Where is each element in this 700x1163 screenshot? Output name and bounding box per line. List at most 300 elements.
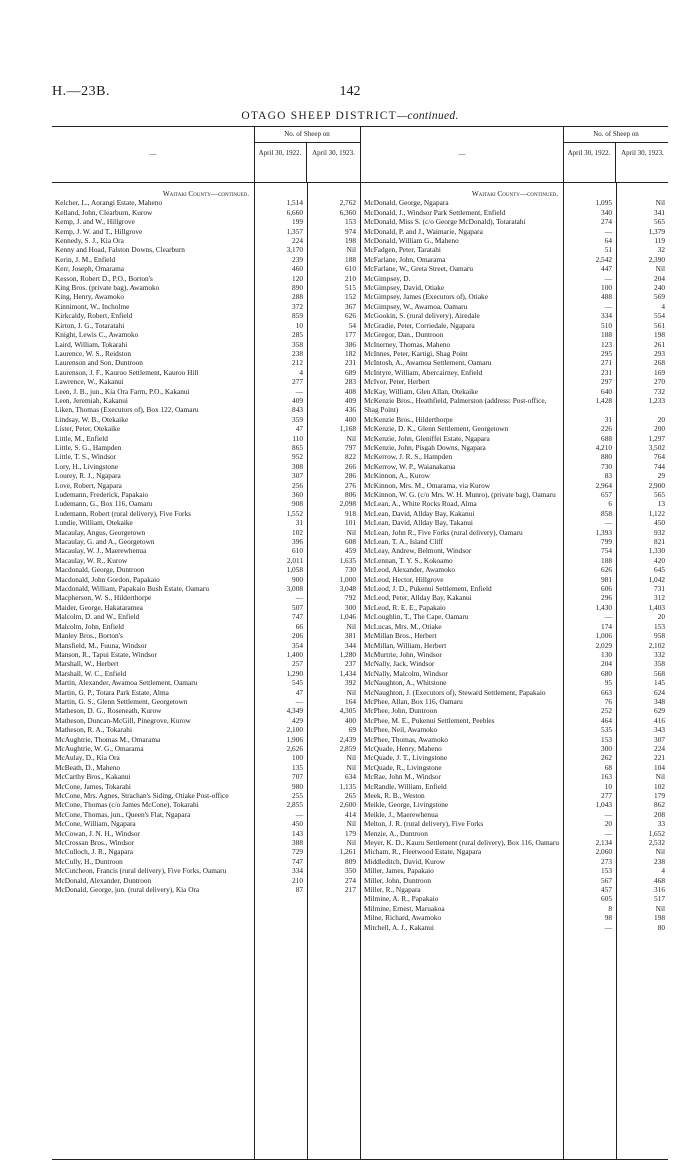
- owner-name: McLeay, Andrew, Belmont, Windsor: [364, 546, 472, 556]
- owner-name: McAulay, D., Kia Ora: [55, 753, 120, 763]
- sheep-1922: 1,906: [286, 734, 303, 744]
- sheep-1922: 1,552: [286, 508, 303, 518]
- sheep-1923: 179: [345, 828, 356, 838]
- owner-name: McPhee, Neil, Awamoko: [364, 725, 438, 735]
- table-row: [52, 424, 360, 433]
- sheep-1922: —: [604, 828, 612, 838]
- table-row: [361, 744, 668, 753]
- sheep-1923: 730: [345, 565, 356, 575]
- owner-name: McKerrow, W. P., Waianakarua: [364, 461, 456, 471]
- owner-name: McKinnon, W. G. (c/o Mrs. W. H. Munro), (private bag), Oamaru: [364, 490, 556, 499]
- owner-name: Liken, Thomas (Executors of), Box 122, Oamaru: [55, 405, 199, 415]
- sheep-1922: 865: [292, 442, 303, 452]
- owner-name: Miller, James, Papakaio: [364, 866, 434, 876]
- owner-name: McMurtrie, John, Windsor: [364, 649, 442, 659]
- sheep-1922: 271: [601, 358, 612, 368]
- owner-name: Malcolm, D. and W., Enfield: [55, 612, 140, 622]
- table-row: [52, 434, 360, 443]
- owner-name: McPhee, M. E., Pukenui Settlement, Peebles: [364, 715, 495, 725]
- owner-name: Laurenson and Son, Duntroon: [55, 358, 143, 368]
- owner-name: Miller, R., Ngapara: [364, 885, 421, 895]
- sheep-1923: 610: [345, 264, 356, 274]
- table-row: [361, 292, 668, 301]
- table-row: [52, 622, 360, 631]
- sheep-1923: 343: [654, 725, 665, 735]
- sheep-1922: 952: [292, 452, 303, 462]
- table-row: [361, 885, 668, 894]
- table-row: [52, 387, 360, 396]
- sheep-1923: 4,305: [339, 706, 356, 716]
- sheep-1922: 4: [299, 367, 303, 377]
- sheep-1923: 561: [654, 320, 665, 330]
- sheep-1922: 409: [292, 395, 303, 405]
- table-row: [52, 292, 360, 301]
- sheep-1923: 145: [654, 678, 665, 688]
- sheep-1922: —: [604, 273, 612, 283]
- sheep-1922: 429: [292, 715, 303, 725]
- table-row: [52, 725, 360, 734]
- sheep-1923: Nil: [346, 838, 356, 848]
- table-row: [361, 499, 668, 508]
- sheep-1922: 3,170: [286, 245, 303, 255]
- sheep-1922: 100: [601, 283, 612, 293]
- sheep-1922: —: [604, 612, 612, 622]
- sheep-1922: 663: [601, 687, 612, 697]
- table-row: [52, 311, 360, 320]
- sheep-1922: 1,393: [595, 527, 612, 537]
- owner-name: Meikle, George, Livingstone: [364, 800, 449, 810]
- table-row: [52, 452, 360, 461]
- table-row: [361, 612, 668, 621]
- sheep-1923: Nil: [346, 527, 356, 537]
- sheep-1922: 274: [601, 217, 612, 227]
- sheep-1923: 974: [345, 226, 356, 236]
- page-title: [0, 110, 700, 122]
- sheep-1922: 206: [292, 631, 303, 641]
- sheep-1922: —: [295, 809, 303, 819]
- sheep-1923: 1,168: [339, 424, 356, 434]
- table-row: [52, 471, 360, 480]
- sheep-1923: 104: [654, 762, 665, 772]
- sheep-1922: 277: [601, 791, 612, 800]
- table-row: [361, 584, 668, 593]
- owner-name: McLeod, Alexander, Awamoko: [364, 565, 456, 575]
- sheep-1922: 2,134: [595, 838, 612, 848]
- table-row: [361, 518, 668, 527]
- sheep-1923: 204: [654, 273, 665, 283]
- owner-name: McLeod, Peter, Allday Bay, Kakanui: [364, 593, 472, 603]
- table-row: [361, 434, 668, 443]
- sheep-1923: 569: [654, 292, 665, 302]
- table-row: [361, 311, 668, 320]
- owner-name: Kinnimont, W., Incholme: [55, 301, 130, 311]
- sheep-1922: 288: [292, 292, 303, 302]
- sheep-1923: 416: [654, 715, 665, 725]
- sheep-1922: 730: [601, 461, 612, 471]
- owner-name: McKenzie, D. K., Glenn Settlement, Georgetown: [364, 424, 509, 434]
- table-row: [52, 810, 360, 819]
- sheep-1922: 2,011: [286, 555, 303, 565]
- sheep-1923: 822: [345, 452, 356, 462]
- sheep-1923: 408: [345, 386, 356, 396]
- sheep-1923: 208: [654, 809, 665, 819]
- sheep-1922: 1,006: [595, 631, 612, 641]
- sheep-1922: 6,660: [286, 207, 303, 217]
- table-row: [52, 735, 360, 744]
- table-row: [361, 866, 668, 875]
- sheep-1922: 2,029: [595, 640, 612, 650]
- sheep-1923: 274: [345, 875, 356, 885]
- owner-name: McGimpsey, W., Awamoa, Oamaru: [364, 301, 468, 311]
- table-row: [52, 462, 360, 471]
- sheep-1923: 1,046: [339, 612, 356, 622]
- sheep-1923: 169: [654, 367, 665, 377]
- sheep-1922: 47: [295, 424, 303, 434]
- owner-name: McNaughton, A., Whitstone: [364, 678, 447, 688]
- table-row: [361, 452, 668, 461]
- owner-name: Meikle, J., Maerewhenua: [364, 809, 438, 819]
- owner-name: King Bros. (private bag), Awamoko: [55, 283, 160, 293]
- sheep-1922: 20: [604, 819, 612, 829]
- sheep-1923: 238: [654, 856, 665, 866]
- table-row: [361, 481, 668, 490]
- table-row: [361, 462, 668, 471]
- sheep-1922: —: [604, 518, 612, 528]
- owner-name: Mitchell, A. J., Kakanui: [364, 922, 434, 932]
- sheep-1923: 821: [654, 537, 665, 547]
- owner-name: McInnes, Peter, Kartigi, Shag Point: [364, 348, 468, 358]
- sheep-1922: 507: [292, 602, 303, 612]
- section-heading: Waitaki County—continued.: [162, 189, 250, 198]
- sheep-1923: 450: [654, 518, 665, 528]
- table-row: [52, 302, 360, 311]
- sheep-1923: 392: [345, 678, 356, 688]
- table-row: [52, 415, 360, 424]
- sheep-1923: 400: [345, 414, 356, 424]
- sheep-1923: 237: [345, 659, 356, 669]
- sheep-1923: 386: [345, 339, 356, 349]
- sheep-1922: 210: [292, 875, 303, 885]
- owner-name: Kelland, John, Clearburn, Kurow: [55, 207, 153, 217]
- sheep-1922: 83: [604, 471, 612, 481]
- sheep-1923: 381: [345, 631, 356, 641]
- table-row: [52, 358, 360, 367]
- sheep-1922: 256: [292, 480, 303, 490]
- owner-name: Lindsay, W. B., Otekaike: [55, 414, 129, 424]
- sheep-1922: 64: [604, 236, 612, 246]
- sheep-1922: 334: [601, 311, 612, 321]
- sheep-1923: 764: [654, 452, 665, 462]
- sheep-1923: 240: [654, 283, 665, 293]
- owner-name: Kesson, Robert D., P.O., Borton's: [55, 273, 153, 283]
- table-row: [52, 208, 360, 217]
- owner-name: McGradie, Peter, Corriedale, Ngapara: [364, 320, 475, 330]
- table-row: [361, 415, 668, 424]
- sheep-1922: 340: [601, 207, 612, 217]
- sheep-1923: 554: [654, 311, 665, 321]
- sheep-1923: 20: [657, 414, 665, 424]
- sheep-1923: 409: [345, 395, 356, 405]
- sheep-1922: —: [295, 386, 303, 396]
- owner-name: McKerrow, J. R. S., Hampden: [364, 452, 453, 462]
- table-row: [52, 772, 360, 781]
- sheep-1923: 517: [654, 894, 665, 904]
- sheep-1923: 188: [345, 254, 356, 264]
- sheep-1922: 880: [601, 452, 612, 462]
- table-row: [52, 753, 360, 762]
- table-row: [52, 217, 360, 226]
- table-row: [361, 236, 668, 245]
- sheep-1923: 13: [657, 499, 665, 509]
- owner-name: McCone, Mrs. Agnes, Strachan's Siding, Otiake Post-office: [55, 791, 229, 800]
- owner-name: McCone, Thomas, jun., Queen's Flat, Ngapara: [55, 809, 191, 819]
- table-row: [361, 923, 668, 932]
- owner-name: Menzie, A., Duntroon: [364, 828, 428, 838]
- owner-name: McCrossan Bros., Windsor: [55, 838, 135, 848]
- owner-name: Leen, J. B., jun., Kia Ora Farm, P.O., Kakanui: [55, 386, 190, 396]
- table-row: [52, 706, 360, 715]
- table-row: [52, 283, 360, 292]
- sheep-1923: 20: [657, 612, 665, 622]
- sheep-1922: 76: [604, 696, 612, 706]
- owner-name: McMillan, William, Herbert: [364, 640, 447, 650]
- sheep-1922: 1,400: [286, 649, 303, 659]
- sheep-1922: 252: [601, 706, 612, 716]
- sheep-1922: 163: [601, 772, 612, 782]
- sheep-1923: 367: [345, 301, 356, 311]
- sheep-1922: 174: [601, 621, 612, 631]
- sheep-1923: 6,360: [339, 207, 356, 217]
- sheep-1923: Nil: [346, 753, 356, 763]
- sheep-1922: 66: [295, 621, 303, 631]
- owner-name: McLean, T. A., Island Cliff: [364, 537, 444, 547]
- sheep-1923: 958: [654, 631, 665, 641]
- sheep-1923: 2,900: [648, 480, 665, 490]
- table-row: [361, 528, 668, 537]
- table-row: [52, 227, 360, 236]
- sheep-1923: Nil: [346, 245, 356, 255]
- owner-name: Leen, Jeremiah, Kakanui: [55, 395, 128, 405]
- header-year-1923: April 30, 1923.: [312, 149, 355, 157]
- sheep-1923: 316: [654, 885, 665, 895]
- owner-name: McKinnon, Mrs. M., Omarama, via Kurow: [364, 480, 491, 490]
- owner-name: Ludemann, Robert (rural delivery), Five Forks: [55, 508, 191, 518]
- sheep-1922: 981: [601, 574, 612, 584]
- table-row: [361, 894, 668, 903]
- sheep-1923: 629: [654, 706, 665, 716]
- table-row: [361, 471, 668, 480]
- table-row: [52, 612, 360, 621]
- owner-name: Martin, G. S., Glenn Settlement, Georgetown: [55, 696, 188, 706]
- table-row: [52, 377, 360, 386]
- sheep-1922: 1,357: [286, 226, 303, 236]
- sheep-1923: 268: [654, 358, 665, 368]
- table-row: [52, 537, 360, 546]
- owner-name: McCarthy Bros., Kakanui: [55, 772, 131, 782]
- sheep-1922: 6: [608, 499, 612, 509]
- owner-name: McCulloch, J. R., Ngapara: [55, 847, 134, 857]
- sheep-1923: 265: [345, 791, 356, 800]
- sheep-1922: —: [604, 809, 612, 819]
- table-row: [361, 556, 668, 565]
- owner-name: McCutcheon, Francis (rural delivery), Five Forks, Oamaru: [55, 866, 227, 876]
- sheep-1923: 459: [345, 546, 356, 556]
- sheep-1922: 239: [292, 254, 303, 264]
- owner-name: McFadgen, Peter, Taratahi: [364, 245, 441, 255]
- owner-name: McGimpsey, James (Executors of), Otiake: [364, 292, 488, 302]
- sheep-1923: 1,330: [648, 546, 665, 556]
- owner-name: Meek, R. B., Weston: [364, 791, 425, 800]
- owner-name: Maider, George, Hakataramea: [55, 602, 143, 612]
- sheep-1923: 797: [345, 442, 356, 452]
- table-row: [52, 819, 360, 828]
- owner-name: McQuade, R., Livingstone: [364, 762, 442, 772]
- table-row: [361, 857, 668, 866]
- owner-name: Lourey, R. J., Ngapara: [55, 471, 121, 481]
- sheep-1922: 68: [604, 762, 612, 772]
- sheep-1923: 568: [654, 668, 665, 678]
- sheep-1922: 360: [292, 490, 303, 499]
- owner-name: Malcolm, John, Enfield: [55, 621, 124, 631]
- sheep-1922: 680: [601, 668, 612, 678]
- sheep-1923: 3,502: [648, 442, 665, 452]
- table-row: [52, 481, 360, 490]
- sheep-1923: 1,652: [648, 828, 665, 838]
- owner-name: McGimpsey, David, Otiake: [364, 283, 445, 293]
- sheep-1922: 908: [292, 499, 303, 509]
- sheep-1922: 98: [604, 913, 612, 923]
- sheep-1922: 859: [292, 311, 303, 321]
- table-row: [52, 264, 360, 273]
- table-row: [361, 678, 668, 687]
- sheep-1922: 488: [601, 292, 612, 302]
- owner-name: Kelcher, L., Aorangi Estate, Maheno: [55, 198, 163, 208]
- table-row: [361, 659, 668, 668]
- sheep-1923: 332: [654, 649, 665, 659]
- owner-name: Martin, G. P., Totara Park Estate, Alma: [55, 687, 169, 697]
- sheep-1922: 123: [601, 339, 612, 349]
- table-row: [361, 641, 668, 650]
- table-row: [361, 763, 668, 772]
- table-row: [361, 904, 668, 913]
- sheep-1922: 10: [604, 781, 612, 791]
- page-header: [0, 84, 700, 108]
- owner-name: McFarlane, John, Omarama: [364, 254, 446, 264]
- sheep-1923: Nil: [655, 847, 665, 857]
- owner-name: Mansfield, M., Fuuna, Windsor: [55, 640, 147, 650]
- header-name-cell: —: [361, 127, 564, 182]
- owner-name: Macdonald, John Gordon, Papakaio: [55, 574, 160, 584]
- table-row: [52, 641, 360, 650]
- sheep-1923: 80: [657, 922, 665, 932]
- sheep-1923: 2,098: [339, 499, 356, 509]
- owner-name: McKenzie Bros., Heathfield, Palmerston (address: Post-office, Shag Point): [364, 395, 547, 415]
- sheep-1923: 932: [654, 527, 665, 537]
- table-row: [52, 340, 360, 349]
- sheep-1922: 31: [295, 518, 303, 528]
- sheep-1923: 809: [345, 856, 356, 866]
- owner-name: Miller, John, Duntroon: [364, 875, 431, 885]
- sheep-1922: 535: [601, 725, 612, 735]
- table-row: [52, 782, 360, 791]
- table-row: [52, 584, 360, 593]
- sheep-1923: 1,635: [339, 555, 356, 565]
- owner-name: McLeod, J. D., Pukenui Settlement, Enfield: [364, 584, 492, 594]
- table-row: [361, 810, 668, 819]
- sheep-1923: 341: [654, 207, 665, 217]
- table-row: [361, 217, 668, 226]
- sheep-1922: 102: [292, 527, 303, 537]
- table-row: [361, 593, 668, 602]
- sheep-1923: 182: [345, 348, 356, 358]
- sheep-1922: 799: [601, 537, 612, 547]
- table-row: [52, 490, 360, 499]
- table-row: [361, 603, 668, 612]
- table-row: [52, 528, 360, 537]
- owner-name: Macdonald, George, Duntroon: [55, 565, 145, 575]
- table-row: [52, 198, 360, 207]
- sheep-1922: 858: [601, 508, 612, 518]
- owner-name: Little, S. G., Hampden: [55, 442, 122, 452]
- owner-name: Macaulay, W. R., Kurow: [55, 555, 128, 565]
- table-row: [361, 245, 668, 254]
- sheep-1922: 10: [295, 320, 303, 330]
- sheep-1922: 153: [601, 866, 612, 876]
- owner-name: McGimpsey, D.: [364, 273, 411, 283]
- sheep-1923: 436: [345, 405, 356, 415]
- table-row: [52, 678, 360, 687]
- sheep-1922: 1,514: [286, 198, 303, 208]
- owner-name: McPhee, Thomas, Awamoko: [364, 734, 448, 744]
- sheep-1923: 1,261: [339, 847, 356, 857]
- table-row: [361, 688, 668, 697]
- owner-name: McPhee, Allan, Box 116, Oamaru: [364, 696, 463, 706]
- owner-name: Kirkcaldy, Robert, Enfield: [55, 311, 133, 321]
- sheep-1922: 143: [292, 828, 303, 838]
- table-row: [361, 782, 668, 791]
- owner-name: McIntyre, William, Abercairney, Enfield: [364, 367, 483, 377]
- sheep-1923: 348: [654, 696, 665, 706]
- sheep-1922: 388: [292, 838, 303, 848]
- table-row: [52, 669, 360, 678]
- sheep-1923: 32: [657, 245, 665, 255]
- sheep-1923: 634: [345, 772, 356, 782]
- sheep-1923: 286: [345, 471, 356, 481]
- owner-name: McCone, James, Tokarahi: [55, 781, 131, 791]
- table-row: [52, 857, 360, 866]
- table-row: [361, 669, 668, 678]
- page-number: 142: [339, 84, 361, 99]
- sheep-1923: 344: [345, 640, 356, 650]
- sheep-1922: 1,043: [595, 800, 612, 810]
- owner-name: Kerin, J. M., Enfield: [55, 254, 116, 264]
- sheep-1923: 164: [345, 696, 356, 706]
- title-continued: —continued.: [396, 110, 459, 122]
- sheep-1922: 188: [601, 330, 612, 340]
- sheep-1922: 47: [295, 687, 303, 697]
- table-row: [361, 537, 668, 546]
- sheep-1923: 608: [345, 537, 356, 547]
- owner-name: Macdonald, William, Papakaio Bush Estate, Oamaru: [55, 584, 209, 594]
- sheep-1923: 400: [345, 715, 356, 725]
- sheep-1923: 2,762: [339, 198, 356, 208]
- header-year-1922: April 30, 1922.: [254, 142, 307, 182]
- owner-name: McDonald, J., Windsor Park Settlement, Enfield: [364, 207, 506, 217]
- sheep-1923: Nil: [346, 762, 356, 772]
- owner-name: McDonald, P. and J., Waimarie, Ngapara: [364, 226, 483, 236]
- owner-name: McLeod, Hector, Hillgrove: [364, 574, 444, 584]
- sheep-1923: 2,600: [339, 800, 356, 810]
